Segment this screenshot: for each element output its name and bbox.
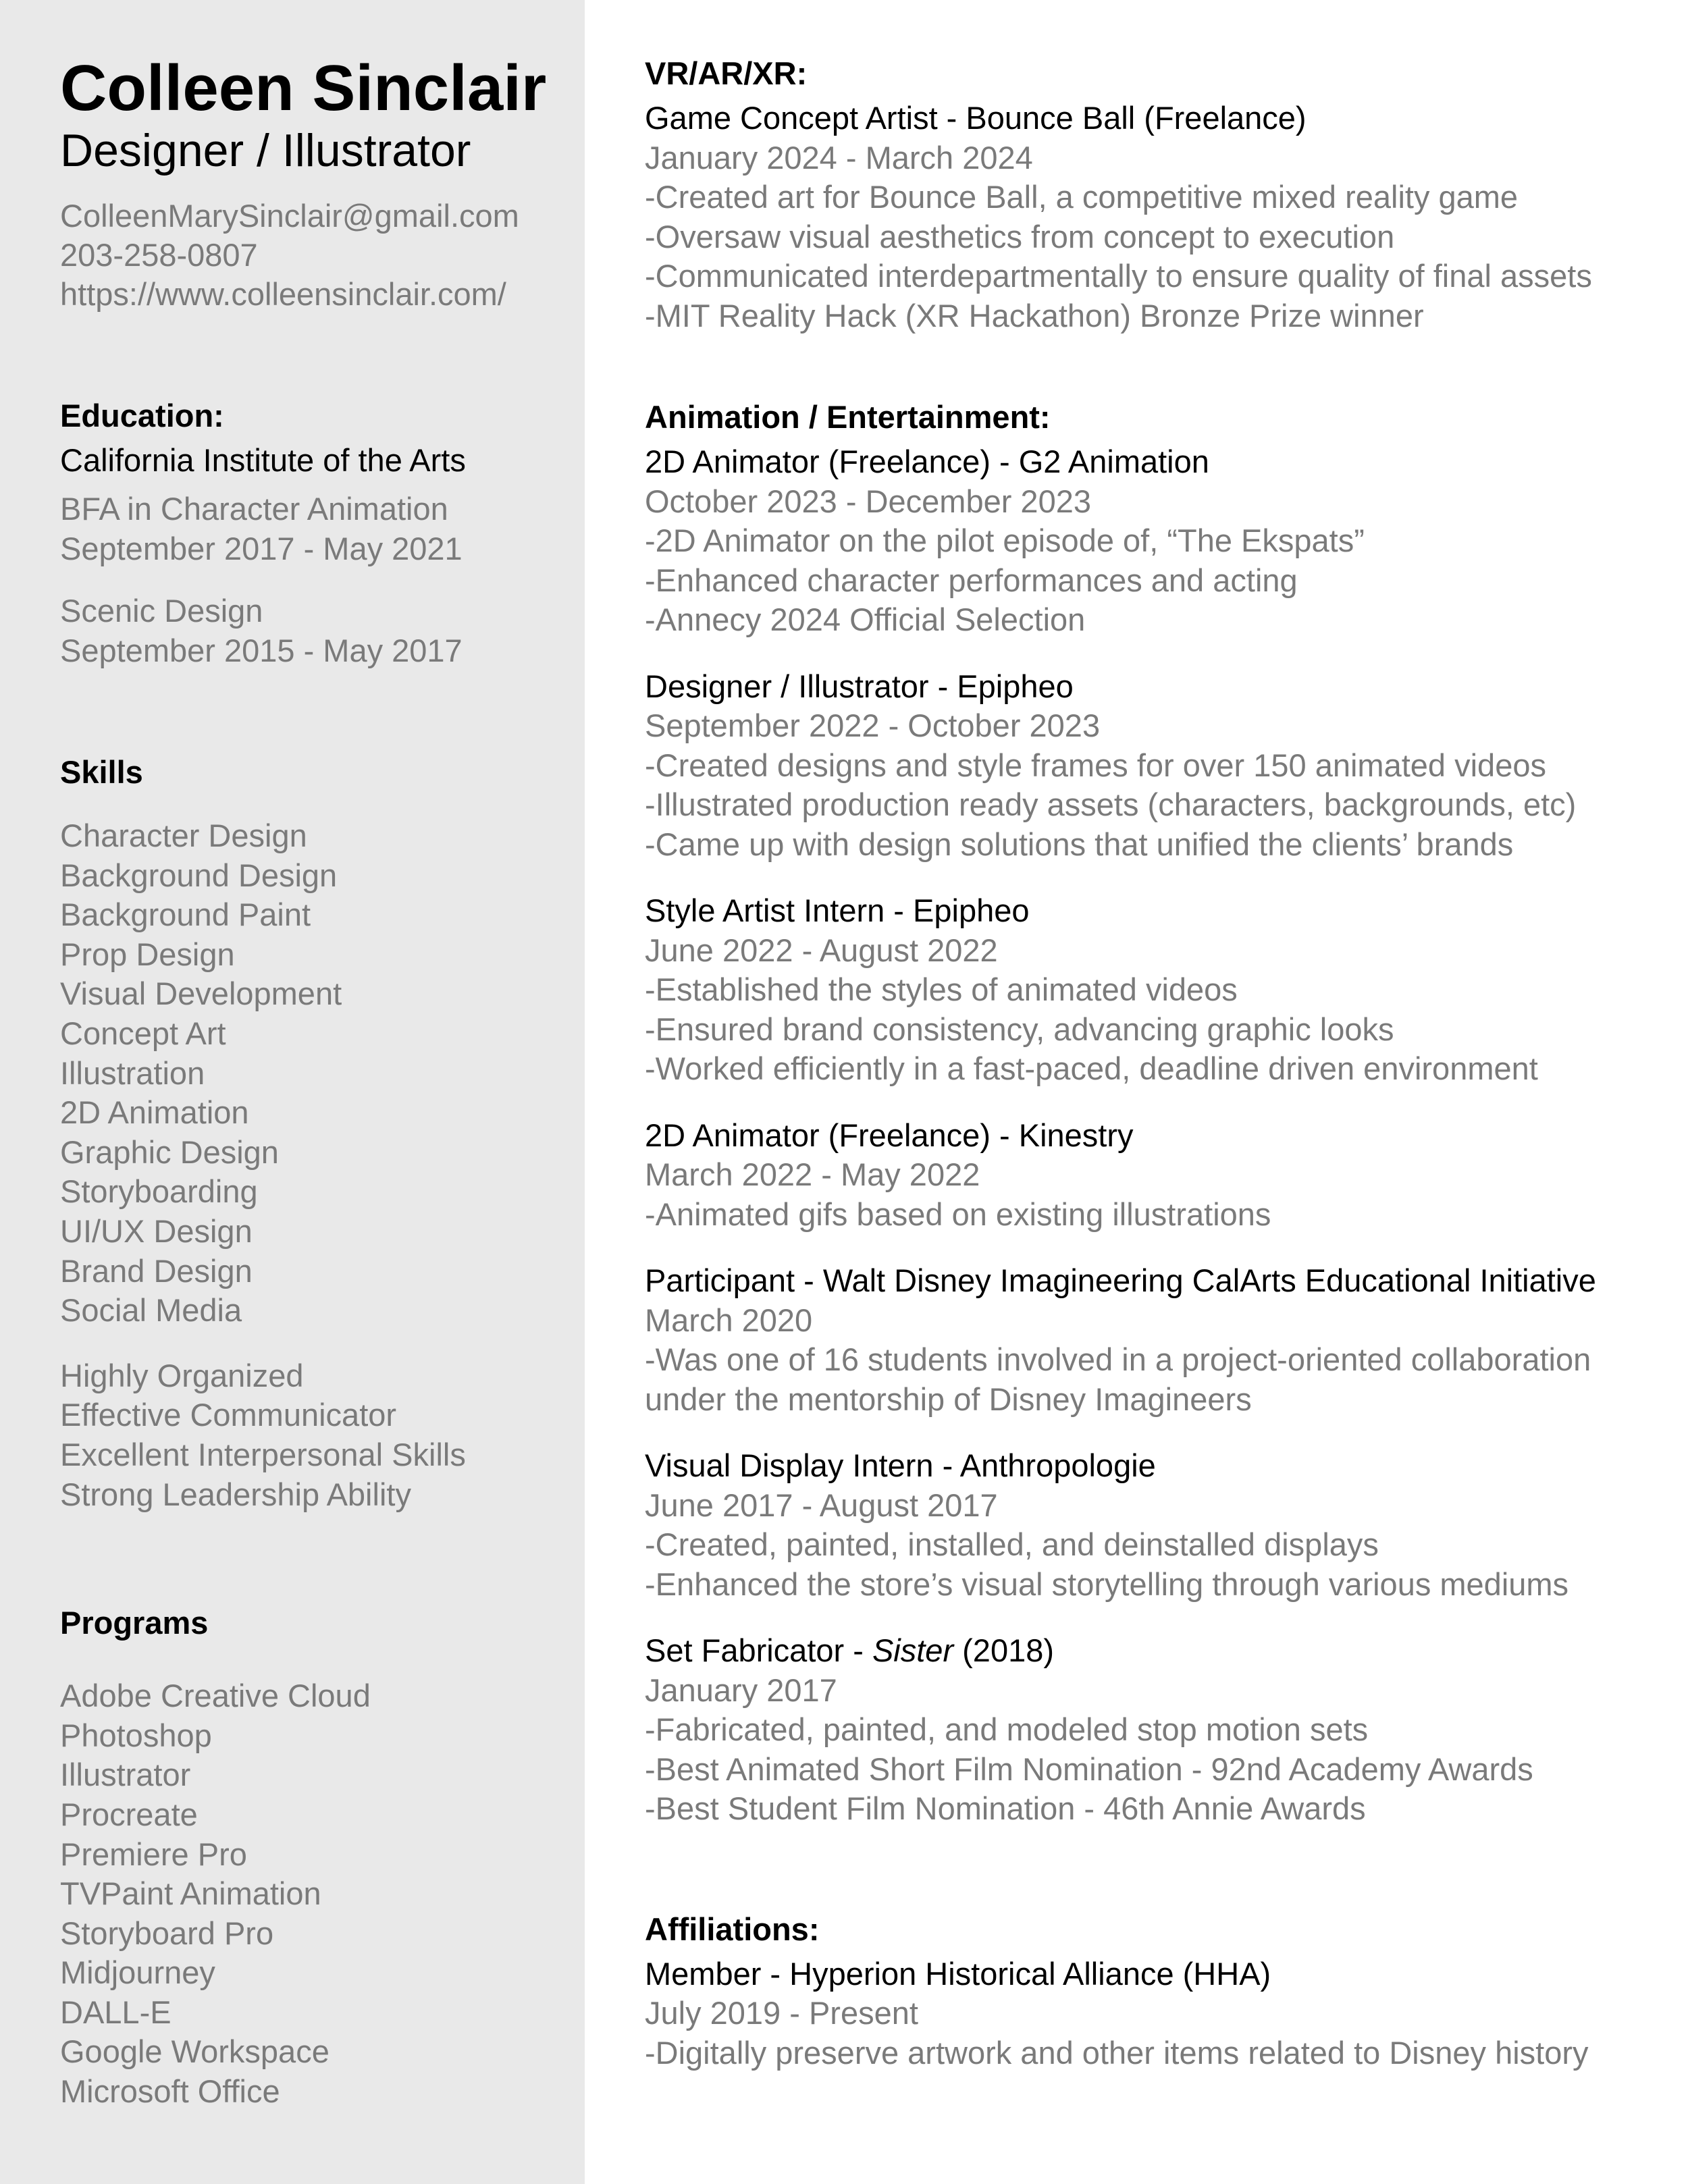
skill-item: UI/UX Design <box>60 1213 253 1249</box>
job-bullet: -Oversaw visual aesthetics from concept to execution <box>645 218 1395 255</box>
job-title: Game Concept Artist - Bounce Ball (Freelance) <box>645 100 1307 136</box>
program-item: Microsoft Office <box>60 2073 280 2110</box>
program-item: DALL-E <box>60 1994 172 2030</box>
skill-item: Background Paint <box>60 897 311 933</box>
education-entry <box>60 591 573 670</box>
job-bullet: -2D Animator on the pilot episode of, “The Ekspats” <box>645 523 1365 558</box>
job-bullet: -Digitally preserve artwork and other items related to Disney history <box>645 2034 1589 2071</box>
program-item: Storyboard Pro <box>60 1915 274 1951</box>
program-item: Photoshop <box>60 1717 212 1753</box>
job-dates: January 2017 <box>645 1672 837 1708</box>
job-title: Style Artist Intern - Epipheo <box>645 893 1030 928</box>
skill-item: Background Design <box>60 857 338 893</box>
job-dates: March 2022 - May 2022 <box>645 1156 980 1192</box>
job-dates: March 2020 <box>645 1302 813 1338</box>
job-title <box>645 1631 1658 1671</box>
job-bullet: -Created, painted, installed, and deinstalled displays <box>645 1526 1379 1562</box>
job-bullet: -Created art for Bounce Ball, a competitive mixed reality game <box>645 179 1519 215</box>
technical-skills-list <box>60 816 573 1331</box>
job-entry <box>645 442 1658 640</box>
job-bullet: -Enhanced the store’s visual storytelling through various mediums <box>645 1566 1569 1602</box>
candidate-title: Designer / Illustrator <box>60 124 471 176</box>
email-text: ColleenMarySinclair@gmail.com <box>60 197 519 234</box>
job-bullet: under the mentorship of Disney Imagineers <box>645 1381 1252 1417</box>
job-bullet: -Communicated interdepartmentally to ensure quality of final assets <box>645 258 1592 294</box>
soft-skill-item: Effective Communicator <box>60 1397 397 1433</box>
program-item: Procreate <box>60 1796 198 1832</box>
job-title: 2D Animator (Freelance) - Kinestry <box>645 1117 1134 1153</box>
job-bullet: -Was one of 16 students involved in a project-oriented collaboration <box>645 1341 1591 1377</box>
job-dates: October 2023 - December 2023 <box>645 483 1091 519</box>
job-bullet: -MIT Reality Hack (XR Hackathon) Bronze Prize winner <box>645 297 1424 334</box>
job-title: Participant - Walt Disney Imagineering CalArts Educational Initiative <box>645 1262 1596 1298</box>
skill-item: Visual Development <box>60 976 342 1012</box>
sidebar-content <box>60 54 573 2112</box>
education-section <box>60 396 573 671</box>
job-entry <box>645 99 1658 336</box>
programs-heading: Programs <box>60 1605 209 1641</box>
soft-skill-item: Highly Organized <box>60 1357 304 1393</box>
skill-item: Prop Design <box>60 936 235 972</box>
affiliations-heading: Affiliations: <box>645 1911 820 1947</box>
job-dates: January 2024 - March 2024 <box>645 139 1033 176</box>
job-dates: June 2022 - August 2022 <box>645 932 998 968</box>
animation-jobs <box>645 442 1658 1829</box>
animation-section <box>645 398 1658 1829</box>
education-entry <box>60 489 573 568</box>
job-bullet: -Illustrated production ready assets (characters, backgrounds, etc) <box>645 787 1577 822</box>
job-title: Member - Hyperion Historical Alliance (HHA) <box>645 1955 1271 1992</box>
job-entry <box>645 667 1658 865</box>
program-item: Adobe Creative Cloud <box>60 1678 371 1714</box>
skill-item: Illustration <box>60 1055 205 1091</box>
job-entry <box>645 1631 1658 1829</box>
skill-item: 2D Animation <box>60 1094 249 1131</box>
job-bullet: -Annecy 2024 Official Selection <box>645 602 1086 637</box>
affiliations-section <box>645 1910 1658 2073</box>
candidate-name: Colleen Sinclair <box>60 52 547 124</box>
skills-heading: Skills <box>60 754 143 791</box>
soft-skills-list <box>60 1356 573 1514</box>
job-bullet: -Ensured brand consistency, advancing graphic looks <box>645 1011 1394 1047</box>
job-title-suffix: (2018) <box>953 1632 1055 1668</box>
job-title: 2D Animator (Freelance) - G2 Animation <box>645 444 1209 479</box>
program-item: Google Workspace <box>60 2033 329 2070</box>
job-dates: June 2017 - August 2017 <box>645 1487 998 1523</box>
program-item: Illustrator <box>60 1757 191 1793</box>
skill-item: Social Media <box>60 1292 242 1329</box>
vr-jobs <box>645 99 1658 336</box>
skills-section <box>60 753 573 1514</box>
job-entry <box>645 1261 1658 1419</box>
skill-item: Character Design <box>60 818 307 854</box>
website-text: https://www.colleensinclair.com/ <box>60 275 506 312</box>
job-bullet: -Established the styles of animated videos <box>645 971 1238 1007</box>
skill-item: Concept Art <box>60 1015 226 1052</box>
soft-skill-item: Excellent Interpersonal Skills <box>60 1436 466 1472</box>
job-entry <box>645 1954 1658 2073</box>
program-item: Premiere Pro <box>60 1836 247 1872</box>
vr-section <box>645 54 1658 336</box>
school-name: California Institute of the Arts <box>60 442 466 478</box>
job-bullet: -Best Student Film Nomination - 46th Annie Awards <box>645 1790 1366 1826</box>
job-bullet: -Fabricated, painted, and modeled stop motion sets <box>645 1711 1369 1747</box>
sidebar <box>0 0 585 2184</box>
program-item: Midjourney <box>60 1954 215 1991</box>
job-bullet: -Best Animated Short Film Nomination - 92nd Academy Awards <box>645 1751 1533 1787</box>
program-item: TVPaint Animation <box>60 1875 321 1912</box>
job-bullet: -Animated gifs based on existing illustrations <box>645 1196 1271 1232</box>
job-title: Designer / Illustrator - Epipheo <box>645 668 1074 704</box>
programs-section <box>60 1603 573 2112</box>
job-title: Visual Display Intern - Anthropologie <box>645 1447 1156 1483</box>
job-entry <box>645 1446 1658 1604</box>
education-program: Scenic Design <box>60 593 263 629</box>
vr-heading: VR/AR/XR: <box>645 55 808 91</box>
job-title-prefix: Set Fabricator - <box>645 1632 872 1668</box>
skill-item: Graphic Design <box>60 1134 279 1170</box>
animation-heading: Animation / Entertainment: <box>645 399 1051 435</box>
job-entry <box>645 891 1658 1089</box>
affiliations-jobs <box>645 1954 1658 2073</box>
education-program: BFA in Character Animation <box>60 491 448 527</box>
education-heading: Education: <box>60 397 224 433</box>
programs-list <box>60 1676 573 2112</box>
education-dates: September 2015 - May 2017 <box>60 632 463 668</box>
job-dates: September 2022 - October 2023 <box>645 708 1101 743</box>
contact-info <box>60 196 573 314</box>
job-bullet: -Created designs and style frames for over 150 animated videos <box>645 747 1546 783</box>
main-content <box>645 54 1658 2073</box>
skill-item: Brand Design <box>60 1252 253 1289</box>
job-title-italic: Sister <box>872 1632 954 1668</box>
phone-text: 203-258-0807 <box>60 236 258 273</box>
job-bullet: -Came up with design solutions that unified the clients’ brands <box>645 826 1514 862</box>
education-dates: September 2017 - May 2021 <box>60 530 463 566</box>
skill-item: Storyboarding <box>60 1173 258 1210</box>
job-dates: July 2019 - Present <box>645 1995 918 2031</box>
job-bullet: -Worked efficiently in a fast-paced, deadline driven environment <box>645 1050 1538 1086</box>
soft-skill-item: Strong Leadership Ability <box>60 1476 411 1512</box>
job-bullet: -Enhanced character performances and acting <box>645 562 1298 598</box>
job-entry <box>645 1116 1658 1235</box>
